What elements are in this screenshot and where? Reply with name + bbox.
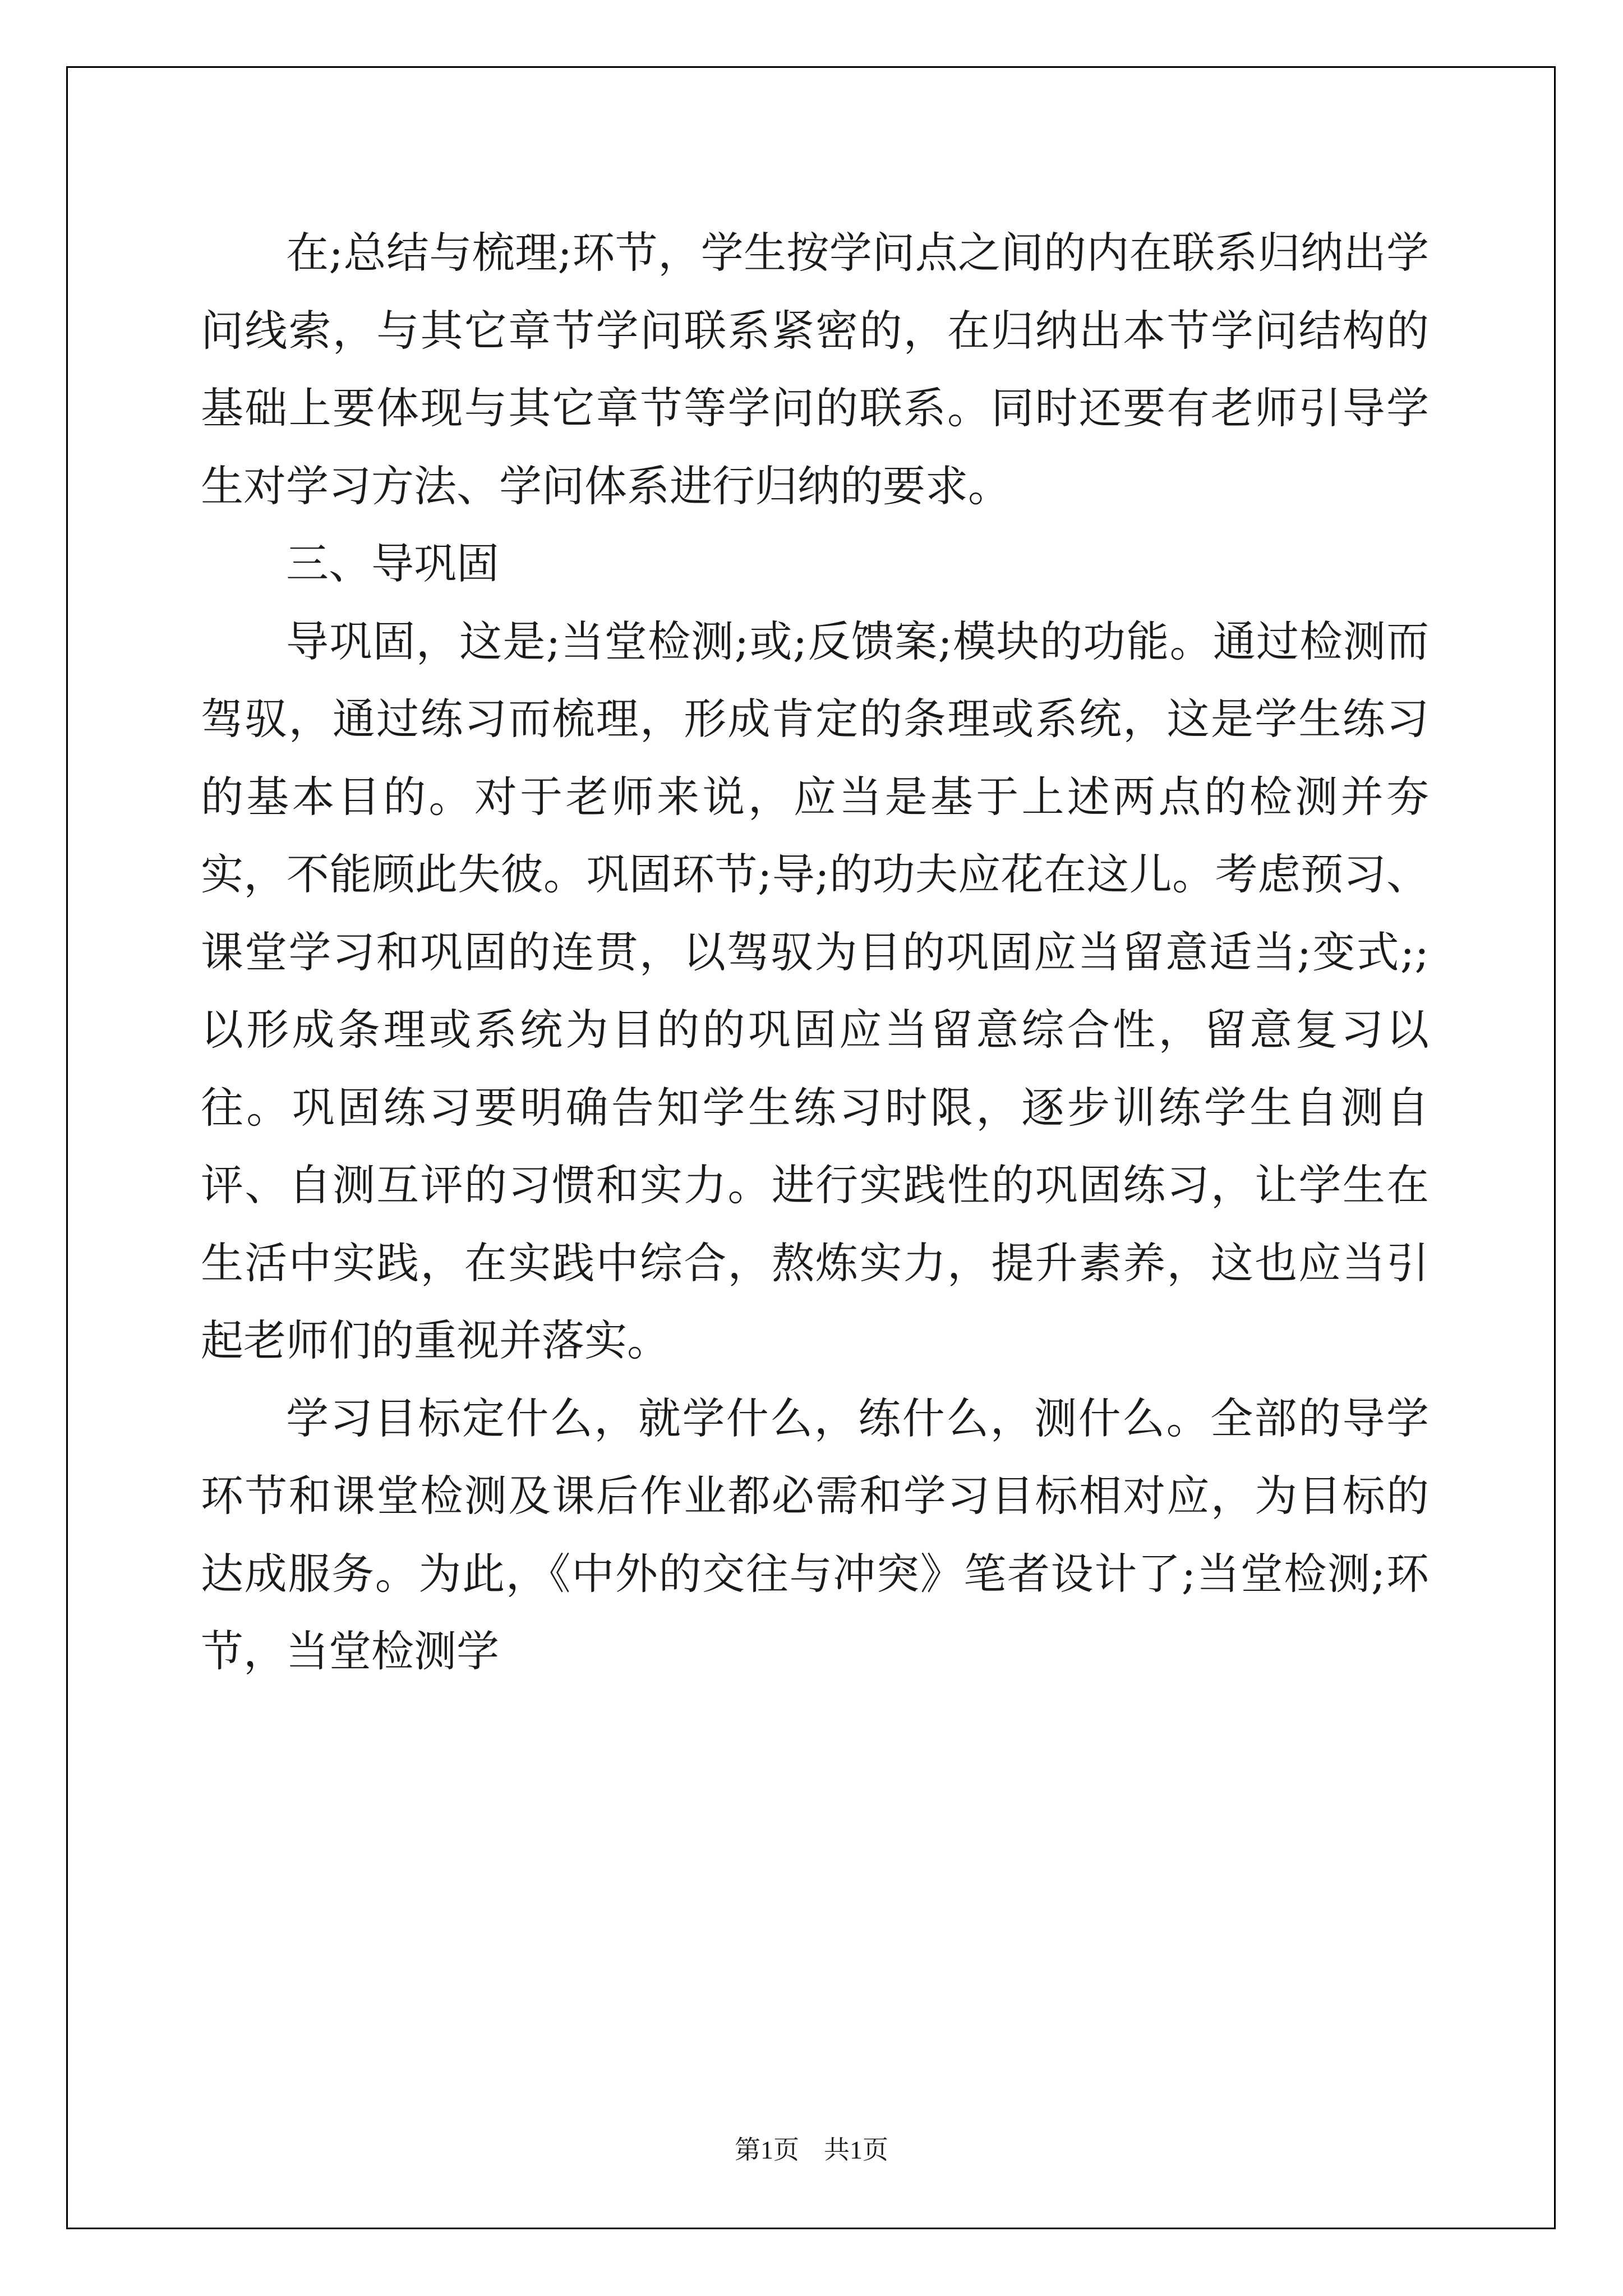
page-footer [0, 2133, 1623, 2167]
page-number: 第1页 [735, 2136, 799, 2164]
page-total: 共1页 [824, 2136, 888, 2164]
paragraph: 导巩固，这是;当堂检测;或;反馈案;模块的功能。通过检测而驾驭，通过练习而梳理，形成肯定的条理或系统，这是学生练习的基本目的。对于老师来说，应当是基于上述两点的检测并夯实，不能顾此失彼。巩固环节;导;的功夫应花在这儿。考虑预习、课堂学习和巩固的连贯，以驾驭为目的巩固应当留意适当;变式;;以形成条理或系统为目的的巩固应当留意综合性，留意复习以往。巩固练习要明确告知学生练习时限，逐步训练学生自测自评、自测互评的习惯和实力。进行实践性的巩固练习，让学生在生活中实践，在实践中综合，熬炼实力，提升素养，这也应当引起老师们的重视并落实。 [201, 616, 1429, 1365]
document-body [201, 214, 1429, 1691]
section-heading: 三、导巩固 [286, 539, 499, 588]
paragraph: 在;总结与梳理;环节，学生按学问点之间的内在联系归纳出学问线索，与其它章节学问联系紧密的，在归纳出本节学问结构的基础上要体现与其它章节等学问的联系。同时还要有老师引导学生对学习方法、学问体系进行归纳的要求。 [201, 228, 1429, 511]
paragraph: 学习目标定什么，就学什么，练什么，测什么。全部的导学环节和课堂检测及课后作业都必需和学习目标相对应，为目标的达成服务。为此，《中外的交往与冲突》笔者设计了;当堂检测;环节，当堂检测学 [201, 1393, 1429, 1676]
